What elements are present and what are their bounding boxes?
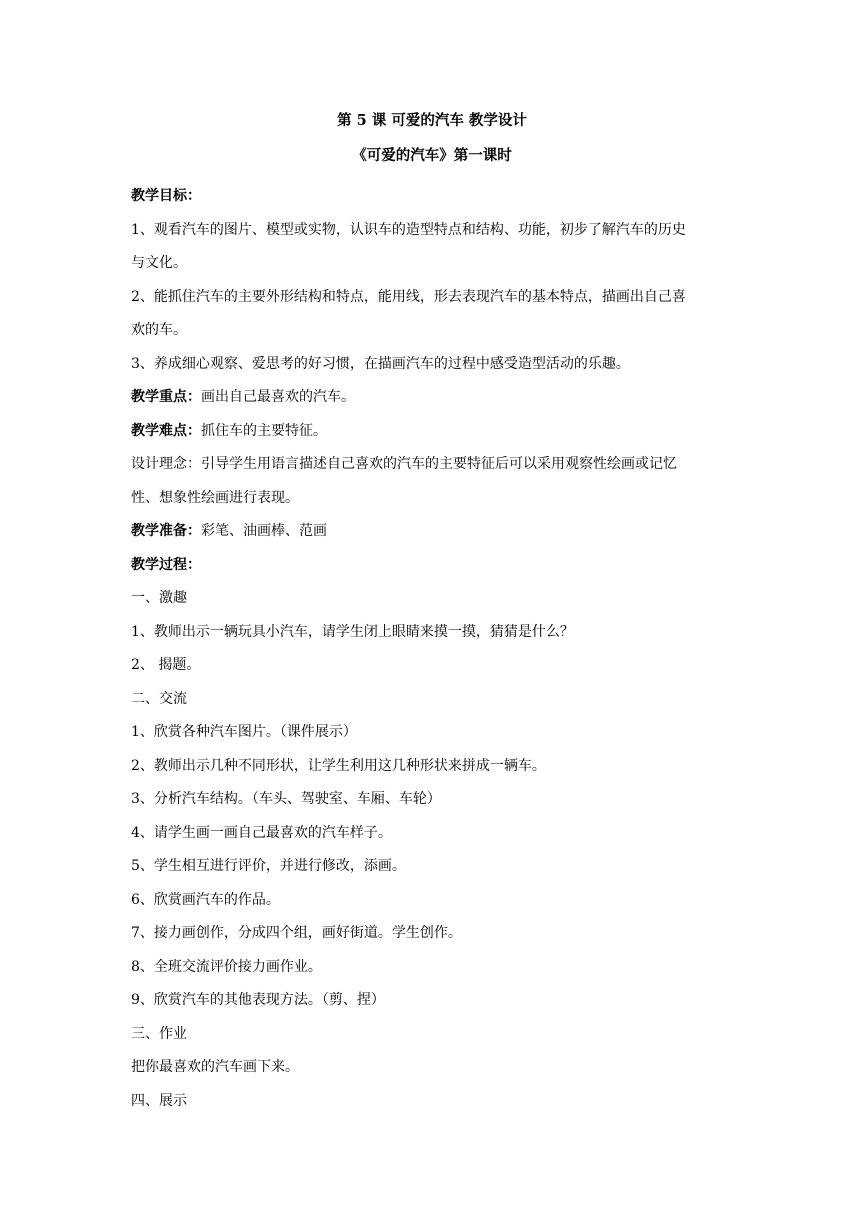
difficulty xyxy=(131,415,733,449)
list-item: 把你最喜欢的汽车画下来。 xyxy=(131,1059,299,1075)
doc-title: 第 5 课 可爱的汽车 教学设计 xyxy=(337,112,527,129)
section-heading: 二、交流 xyxy=(131,690,187,707)
section-heading: 三、作业 xyxy=(131,1025,187,1042)
key-point-label: 教学重点： xyxy=(131,389,201,405)
section-heading: 一、激趣 xyxy=(131,590,187,606)
goals-heading: 教学目标： xyxy=(131,188,201,204)
document-body xyxy=(131,110,733,1118)
list-item: 4、请学生画一画自己最喜欢的汽车样子。 xyxy=(131,824,392,841)
goal-line: 2、能抓住汽车的主要外形结构和特点，能用线，形去表现汽车的基本特点，描画出自己喜 xyxy=(131,288,686,305)
list-item: 1、欣赏各种汽车图片。（课件展示） xyxy=(131,724,357,740)
goal-line: 3、养成细心观察、爱思考的好习惯，在描画汽车的过程中感受造型活动的乐趣。 xyxy=(131,355,630,372)
prep-label: 教学准备： xyxy=(131,523,201,539)
preparation xyxy=(131,515,733,549)
list-item: 6、欣赏画汽车的作品。 xyxy=(131,891,280,908)
prep-text: 彩笔、油画棒、范画 xyxy=(201,523,327,539)
goal-line: 欢的车。 xyxy=(131,322,187,338)
difficulty-text: 抓住车的主要特征。 xyxy=(201,422,327,439)
key-point xyxy=(131,381,733,415)
list-item: 1、教师出示一辆玩具小汽车，请学生闭上眼睛来摸一摸，猜猜是什么？ xyxy=(131,623,574,640)
doc-subtitle: 《可爱的汽车》第一课时 xyxy=(352,147,512,164)
list-item: 5、学生相互进行评价，并进行修改，添画。 xyxy=(131,858,406,874)
concept-line: 设计理念：引导学生用语言描述自己喜欢的汽车的主要特征后可以采用观察性绘画或记忆 xyxy=(131,456,677,472)
list-item: 9、欣赏汽车的其他表现方法。（剪、捏） xyxy=(131,992,385,1008)
goal-line: 与文化。 xyxy=(131,255,187,271)
list-item: 8、全班交流评价接力画作业。 xyxy=(131,958,322,975)
concept-line: 性、想象性绘画进行表现。 xyxy=(131,489,299,506)
key-point-text: 画出自己最喜欢的汽车。 xyxy=(201,389,355,405)
goal-line: 1、观看汽车的图片、模型或实物，认识车的造型特点和结构、功能，初步了解汽车的历史 xyxy=(131,221,686,238)
difficulty-label: 教学难点： xyxy=(131,422,201,439)
section-heading: 四、展示 xyxy=(131,1092,187,1109)
list-item: 2、教师出示几种不同形状，让学生利用这几种形状来拼成一辆车。 xyxy=(131,757,546,774)
list-item: 2、 揭题。 xyxy=(131,657,201,673)
list-item: 7、接力画创作，分成四个组，画好街道。学生创作。 xyxy=(131,925,462,941)
list-item: 3、分析汽车结构。（车头、驾驶室、车厢、车轮） xyxy=(131,791,441,807)
process-heading: 教学过程： xyxy=(131,556,201,573)
